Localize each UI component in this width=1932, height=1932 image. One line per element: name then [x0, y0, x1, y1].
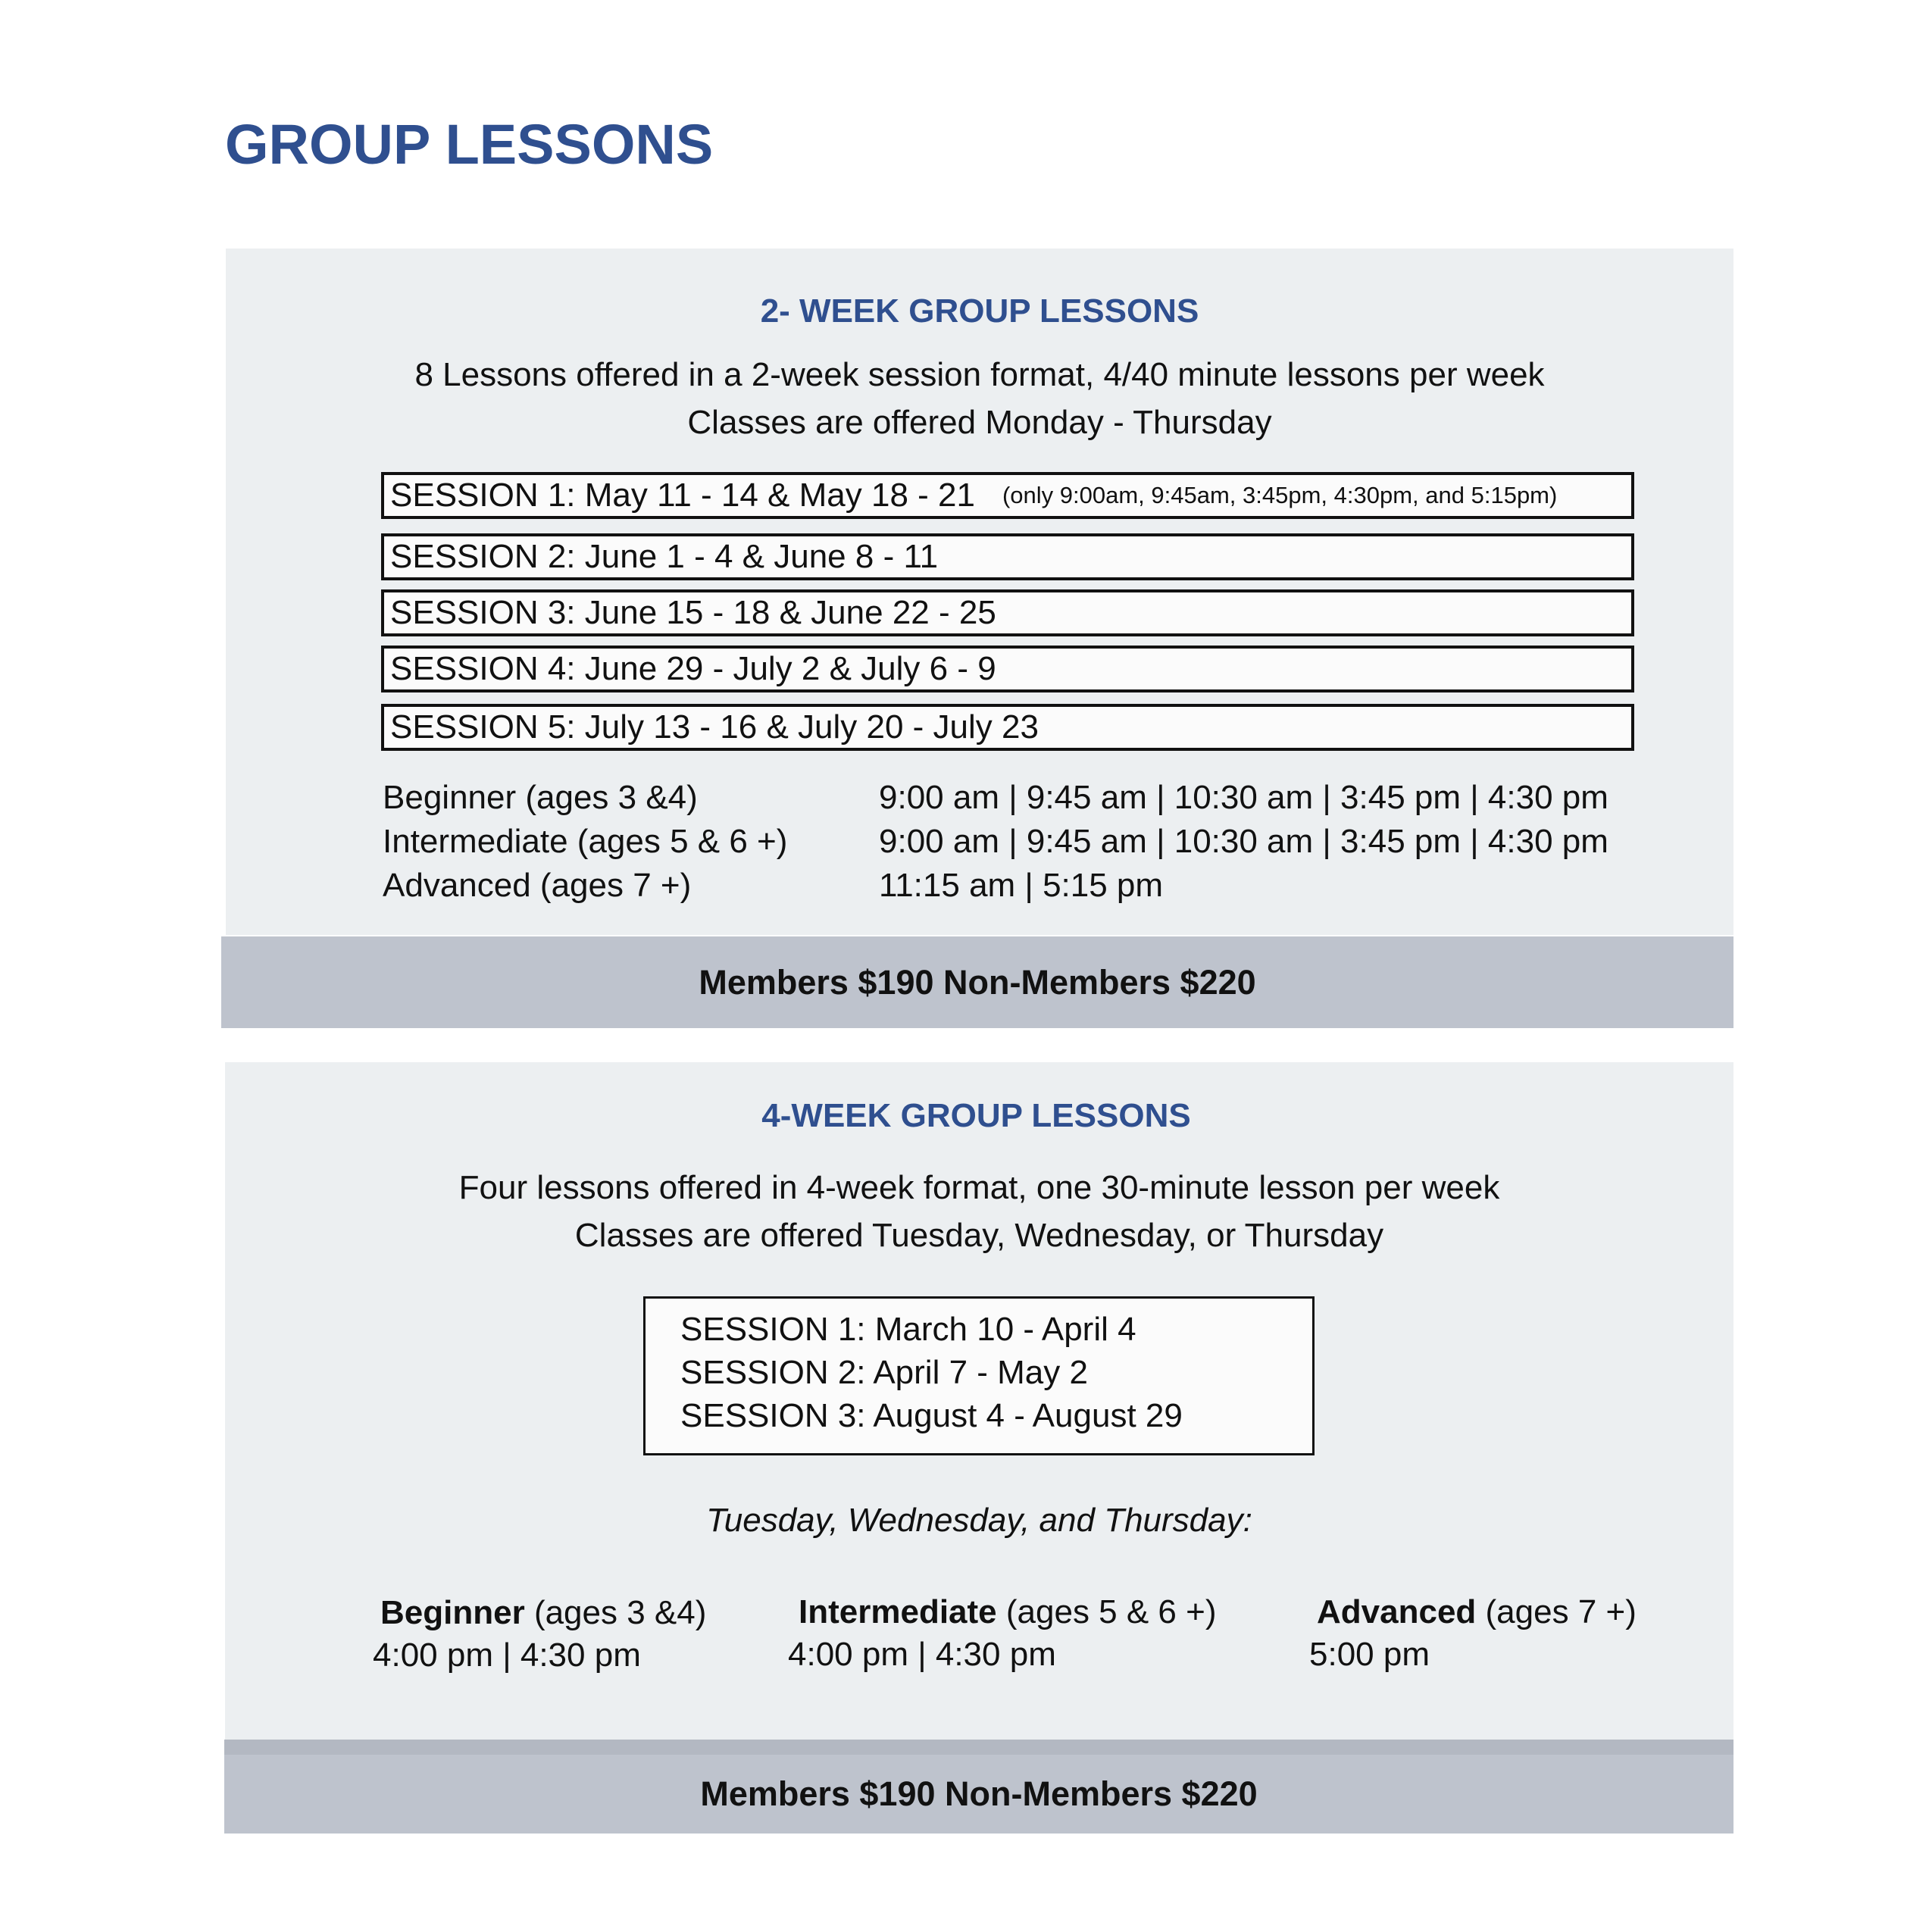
four-week-level-advanced — [1309, 1593, 1637, 1674]
two-week-description-line-1: 8 Lessons offered in a 2-week session format, 4/40 minute lessons per week — [414, 356, 1545, 393]
session-label: SESSION 2: June 1 - 4 & June 8 - 11 — [390, 538, 939, 575]
session-label: SESSION 4: June 29 - July 2 & July 6 - 9 — [390, 650, 996, 687]
two-week-session-2 — [381, 533, 1634, 580]
four-week-price-band — [224, 1740, 1733, 1834]
session-label: SESSION 3: June 15 - 18 & June 22 - 25 — [390, 594, 996, 631]
two-week-level-intermediate — [383, 823, 1640, 867]
four-week-sessions-box — [643, 1296, 1315, 1455]
two-week-level-advanced — [383, 867, 1640, 911]
level-times: 9:00 am | 9:45 am | 10:30 am | 3:45 pm | 4:30 pm — [879, 779, 1608, 816]
two-week-level-beginner — [383, 779, 1640, 823]
page-title: GROUP LESSONS — [225, 113, 714, 176]
session-label: SESSION 5: July 13 - 16 & July 20 - July 23 — [390, 708, 1039, 746]
price-text: Members $190 Non-Members $220 — [699, 962, 1256, 1002]
level-times: 9:00 am | 9:45 am | 10:30 am | 3:45 pm | 4:30 pm — [879, 823, 1608, 860]
level-name: Beginner (ages 3 &4) — [383, 779, 698, 816]
four-week-days-note: Tuesday, Wednesday, and Thursday: — [706, 1502, 1252, 1539]
four-week-title: 4-WEEK GROUP LESSONS — [761, 1097, 1191, 1134]
two-week-session-3 — [381, 589, 1634, 636]
price-text: Members $190 Non-Members $220 — [700, 1774, 1258, 1813]
two-week-title: 2- WEEK GROUP LESSONS — [760, 292, 1199, 330]
four-week-description-line-1: Four lessons offered in 4-week format, one 30-minute lesson per week — [458, 1169, 1500, 1206]
session-note: (only 9:00am, 9:45am, 3:45pm, 4:30pm, and 5:15pm) — [1002, 482, 1558, 508]
four-week-level-intermediate — [788, 1593, 1216, 1674]
four-week-description-line-2: Classes are offered Tuesday, Wednesday, or Thursday — [574, 1217, 1384, 1254]
level-name: Intermediate — [799, 1593, 997, 1630]
level-name: Beginner — [380, 1594, 525, 1631]
two-week-price-band — [221, 936, 1733, 1028]
level-ages: (ages 7 +) — [1485, 1593, 1637, 1630]
level-name: Advanced — [1317, 1593, 1477, 1630]
level-times: 4:00 pm | 4:30 pm — [788, 1636, 1056, 1673]
two-week-description-line-2: Classes are offered Monday - Thursday — [687, 404, 1272, 441]
level-ages: (ages 5 & 6 +) — [1005, 1593, 1217, 1630]
level-ages: (ages 3 &4) — [533, 1594, 707, 1631]
level-times: 5:00 pm — [1309, 1636, 1430, 1673]
four-week-session-2: SESSION 2: April 7 - May 2 — [680, 1354, 1088, 1391]
four-week-session-3: SESSION 3: August 4 - August 29 — [680, 1397, 1183, 1434]
two-week-session-4 — [381, 646, 1634, 692]
session-label: SESSION 1: May 11 - 14 & May 18 - 21 — [390, 477, 975, 514]
two-week-session-1 — [381, 472, 1634, 519]
four-week-level-beginner — [373, 1594, 706, 1674]
level-name: Advanced (ages 7 +) — [383, 867, 692, 904]
two-week-session-5 — [381, 704, 1634, 751]
level-name: Intermediate (ages 5 & 6 +) — [383, 823, 788, 860]
level-times: 11:15 am | 5:15 pm — [879, 867, 1164, 904]
level-times: 4:00 pm | 4:30 pm — [373, 1637, 641, 1674]
four-week-session-1: SESSION 1: March 10 - April 4 — [680, 1311, 1136, 1348]
